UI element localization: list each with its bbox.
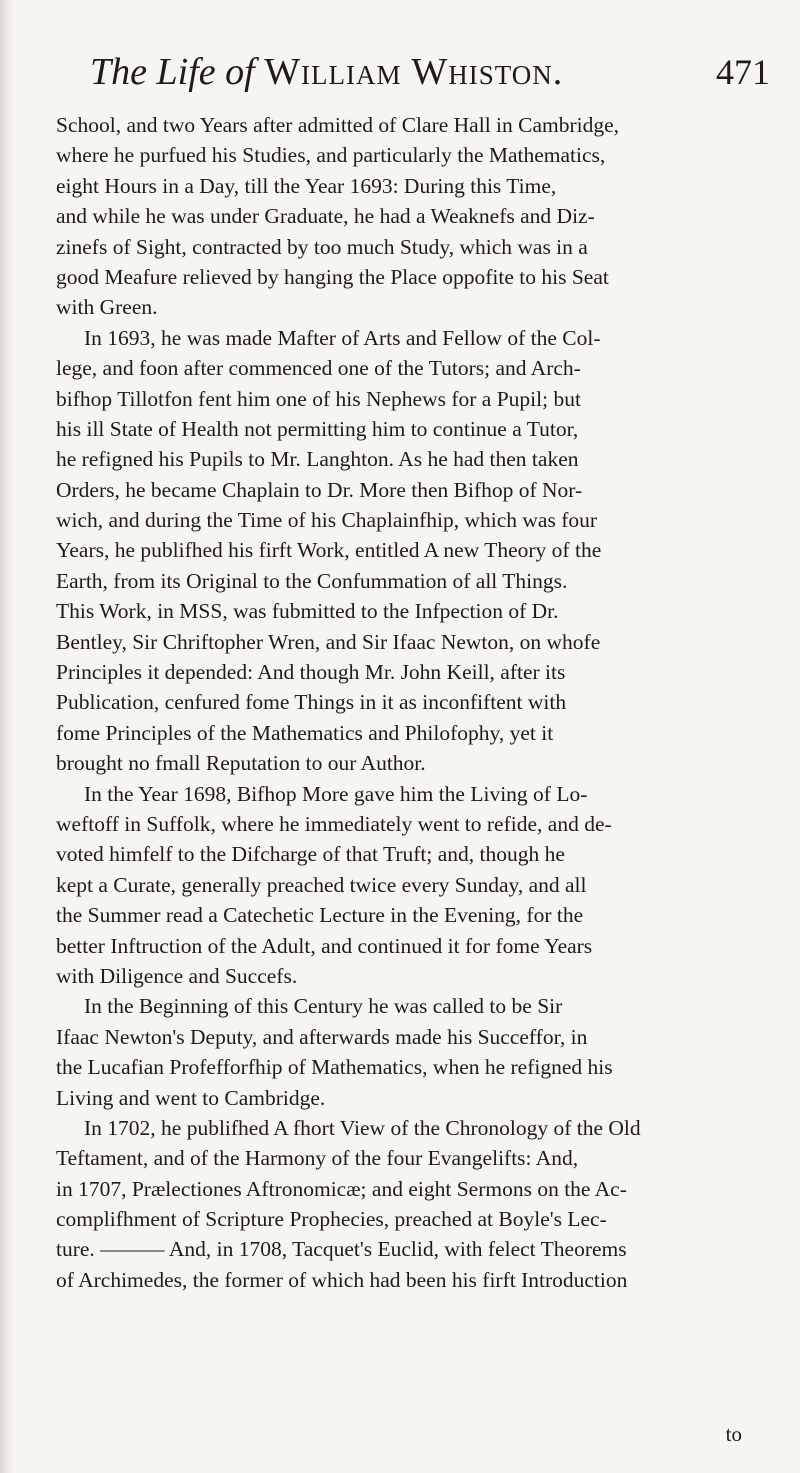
text-line: kept a Curate, generally preached twice every Sunday, and all: [56, 872, 587, 897]
text-line: Publication, cenfured fome Things in it as inconfiftent with: [56, 690, 567, 715]
text-line: complifhment of Scripture Prophecies, preached at Boyle's Lec-: [56, 1207, 607, 1232]
text-line: Principles it depended: And though Mr. John Keill, after its: [56, 660, 566, 685]
text-line: of Archimedes, the former of which had been his firft Introduction: [56, 1267, 628, 1292]
page-gutter-shadow: [0, 0, 14, 1473]
running-header: [90, 40, 770, 104]
text-line: his ill State of Health not permitting him to continue a Tutor,: [56, 416, 579, 441]
header-name: William Whiston.: [264, 51, 564, 93]
text-line: with Diligence and Succefs.: [56, 963, 298, 988]
catchword: to: [725, 1422, 742, 1446]
text-line: good Meafure relieved by hanging the Place oppofite to his Seat: [56, 264, 609, 289]
text-line: eight Hours in a Day, till the Year 1693: During this Time,: [56, 173, 557, 198]
text-line: in 1707, Prælectiones Aftronomicæ; and eight Sermons on the Ac-: [56, 1176, 627, 1201]
text-line: In 1693, he was made Mafter of Arts and Fellow of the Col-: [84, 325, 601, 350]
text-line: Bentley, Sir Chriftopher Wren, and Sir Ifaac Newton, on whofe: [56, 629, 601, 654]
text-line: and while he was under Graduate, he had a Weaknefs and Diz-: [56, 204, 595, 229]
text-line: the Summer read a Catechetic Lecture in the Evening, for the: [56, 903, 584, 928]
text-line: lege, and foon after commenced one of the Tutors; and Arch-: [56, 356, 581, 381]
text-line: School, and two Years after admitted of Clare Hall in Cambridge,: [56, 113, 620, 137]
text-line: voted himfelf to the Difcharge of that Truft; and, though he: [56, 842, 565, 867]
text-line: where he purfued his Studies, and particularly the Mathematics,: [56, 143, 606, 168]
page-number: 471: [716, 52, 770, 92]
text-line: weftoff in Suffolk, where he immediately went to refide, and de-: [56, 811, 612, 836]
text-line: wich, and during the Time of his Chaplainfhip, which was four: [56, 508, 598, 533]
text-line: Earth, from its Original to the Confummation of all Things.: [56, 568, 568, 593]
text-line: with Green.: [56, 295, 158, 320]
header-title: The Life of: [90, 51, 255, 93]
text-line: brought no fmall Reputation to our Author.: [56, 751, 426, 776]
text-line: Years, he publifhed his firft Work, entitled A new Theory of the: [56, 538, 602, 563]
text-line: In the Beginning of this Century he was called to be Sir: [84, 994, 563, 1019]
text-line: Orders, he became Chaplain to Dr. More then Bifhop of Nor-: [56, 477, 583, 502]
text-line: ture. ——— And, in 1708, Tacquet's Euclid, with felect Theorems: [56, 1237, 627, 1262]
text-line: Teftament, and of the Harmony of the four Evangelifts: And,: [56, 1146, 579, 1171]
text-line: In the Year 1698, Bifhop More gave him the Living of Lo-: [84, 781, 588, 806]
text-line: better Inftruction of the Adult, and continued it for fome Years: [56, 933, 593, 958]
text-line: This Work, in MSS, was fubmitted to the Infpection of Dr.: [56, 599, 559, 624]
text-line: Ifaac Newton's Deputy, and afterwards made his Succeffor, in: [56, 1024, 588, 1049]
text-line: the Lucafian Profefforfhip of Mathematics, when he refigned his: [56, 1055, 613, 1080]
text-line: he refigned his Pupils to Mr. Langhton. As he had then taken: [56, 447, 579, 472]
text-line: zinefs of Sight, contracted by too much Study, which was in a: [56, 234, 588, 259]
body-text: [56, 110, 772, 1295]
text-line: Living and went to Cambridge.: [56, 1085, 326, 1110]
text-line: bifhop Tillotfon fent him one of his Nephews for a Pupil; but: [56, 386, 581, 411]
text-line: fome Principles of the Mathematics and Philofophy, yet it: [56, 720, 554, 745]
text-line: In 1702, he publifhed A fhort View of the Chronology of the Old: [84, 1115, 641, 1140]
